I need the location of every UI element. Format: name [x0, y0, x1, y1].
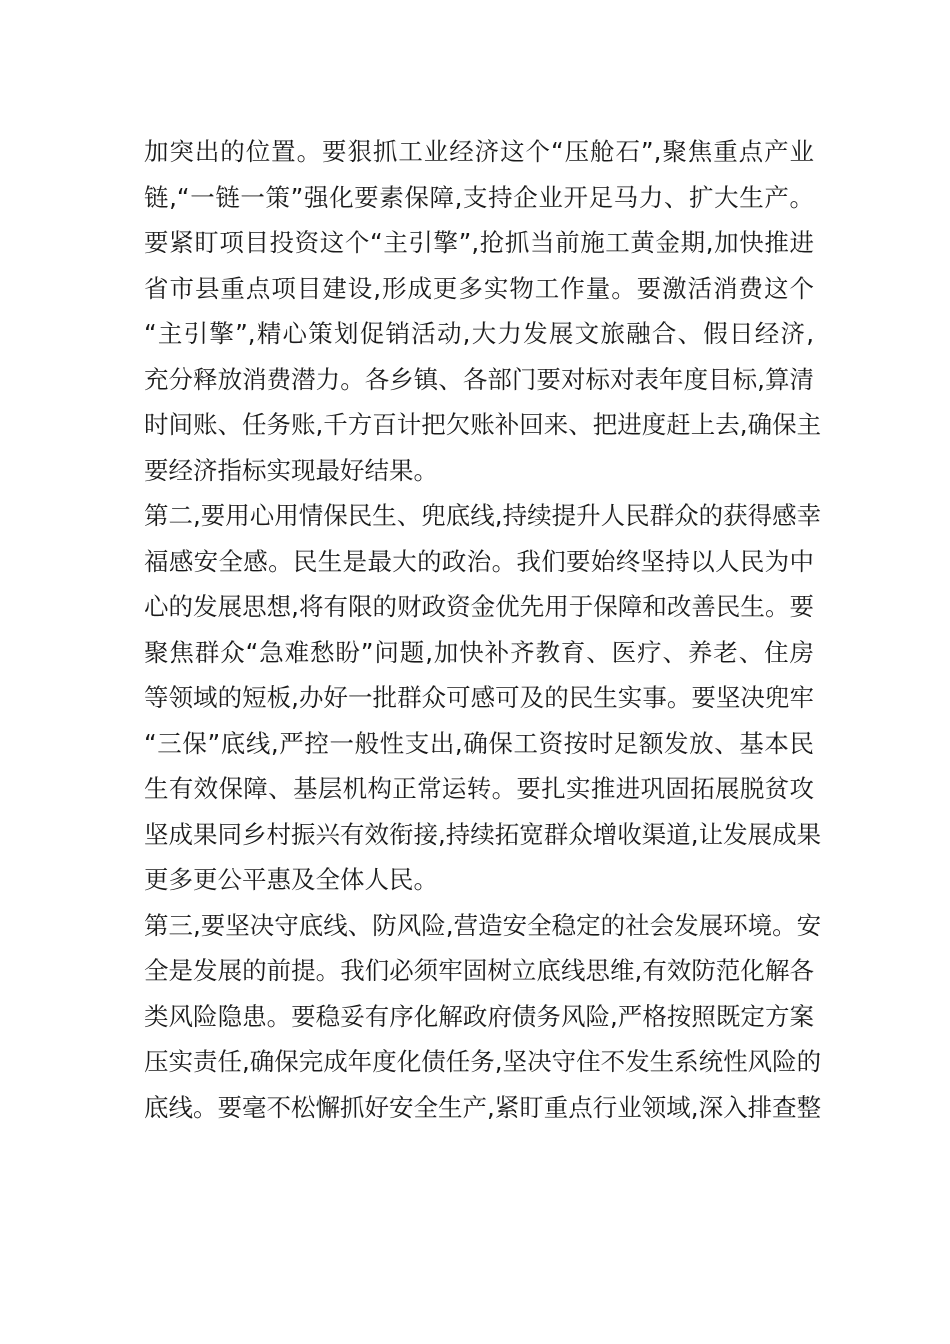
- text-line: 要经济指标实现最好结果。: [144, 455, 438, 485]
- text-line: 等领域的短板,办好一批群众可感可及的民生实事。要坚决兜牢: [144, 683, 814, 712]
- text-line: 链,“一链一策”强化要素保障,支持企业开足马力、扩大生产。: [144, 182, 814, 212]
- text-line: 要紧盯项目投资这个“主引擎”,抢抓当前施工黄金期,加快推进: [144, 228, 814, 257]
- text-line: 第二,要用心用情保民生、兜底线,持续提升人民群众的获得感幸: [144, 501, 822, 530]
- text-line: 充分释放消费潜力。各乡镇、各部门要对标对表年度目标,算清: [144, 364, 814, 394]
- text-line: 省市县重点项目建设,形成更多实物工作量。要激活消费这个: [144, 273, 814, 303]
- text-line: 底线。要毫不松懈抓好安全生产,紧盯重点行业领域,深入排查整: [144, 1092, 822, 1122]
- text-line: 福感安全感。民生是最大的政治。我们要始终坚持以人民为中: [144, 546, 814, 576]
- text-line: 坚成果同乡村振兴有效衔接,持续拓宽群众增收渠道,让发展成果: [144, 819, 822, 849]
- text-line: 更多更公平惠及全体人民。: [144, 865, 438, 894]
- text-line: 类风险隐患。要稳妥有序化解政府债务风险,严格按照既定方案: [144, 1001, 814, 1031]
- text-line: 生有效保障、基层机构正常运转。要扎实推进巩固拓展脱贫攻: [144, 774, 814, 803]
- text-line: 聚焦群众“急难愁盼”问题,加快补齐教育、医疗、养老、住房: [144, 637, 814, 667]
- body-text: [144, 129, 822, 1130]
- text-line: 全是发展的前提。我们必须牢固树立底线思维,有效防范化解各: [144, 956, 814, 985]
- text-line: 心的发展思想,将有限的财政资金优先用于保障和改善民生。要: [144, 592, 814, 621]
- text-line: 加突出的位置。要狠抓工业经济这个“压舱石”,聚焦重点产业: [144, 137, 814, 166]
- text-line: “主引擎”,精心策划促销活动,大力发展文旅融合、假日经济,: [144, 319, 814, 348]
- text-line: “三保”底线,严控一般性支出,确保工资按时足额发放、基本民: [144, 728, 814, 758]
- text-line: 时间账、任务账,千方百计把欠账补回来、把进度赶上去,确保主: [144, 410, 822, 439]
- text-line: 第三,要坚决守底线、防风险,营造安全稳定的社会发展环境。安: [144, 910, 822, 940]
- text-line: 压实责任,确保完成年度化债任务,坚决守住不发生系统性风险的: [144, 1047, 822, 1076]
